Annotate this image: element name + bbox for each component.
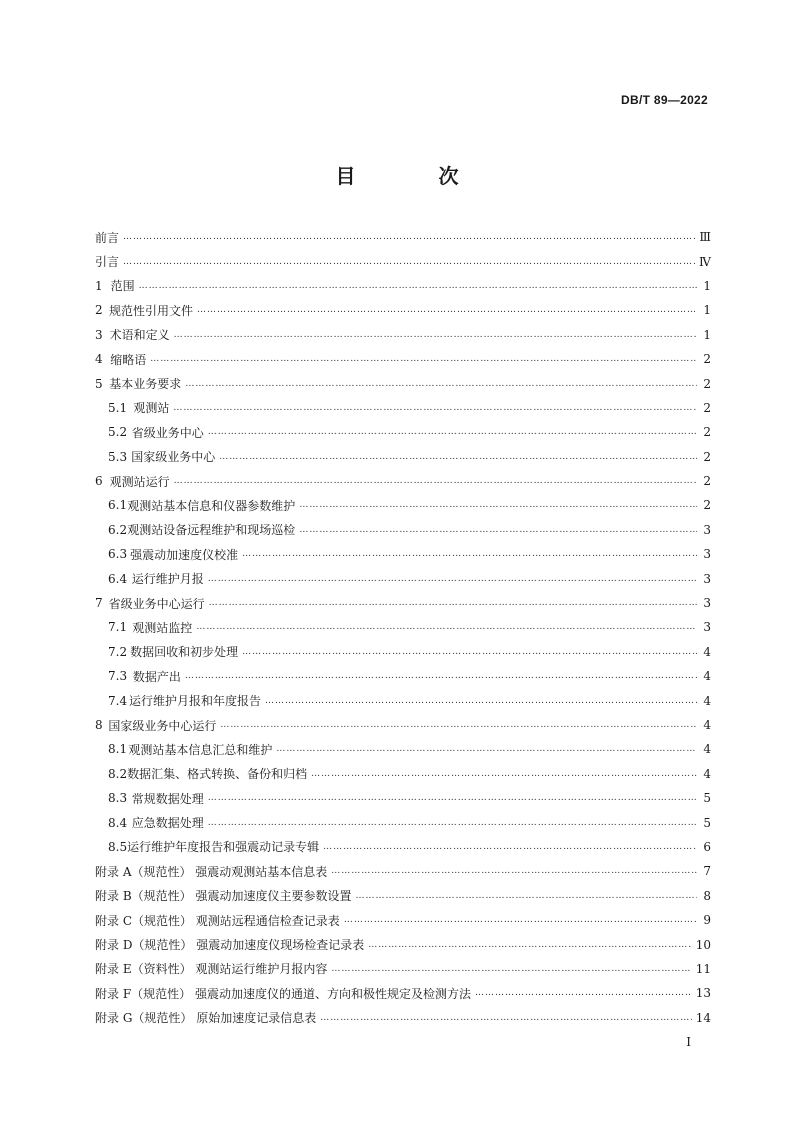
toc-entry-title: 附录 D（规范性） 强震动加速度仪现场检查记录表 <box>95 938 365 953</box>
toc-entry-number: 7.2 <box>108 644 128 659</box>
toc-entry-page: 1 <box>703 303 711 318</box>
toc-entry-number: 6.3 <box>108 547 128 562</box>
dot-leader <box>185 671 697 681</box>
dot-leader <box>475 988 692 998</box>
page-number: I <box>686 1035 691 1049</box>
toc-entry-number: 5.3 <box>108 449 128 464</box>
toc-entry-number: 7.1 <box>108 620 128 635</box>
toc-entry-title: 省级业务中心运行 <box>108 596 205 611</box>
toc-entry[interactable] <box>95 762 711 786</box>
dot-leader <box>196 622 697 632</box>
toc-entry-title: 观测站 <box>133 401 170 416</box>
toc-entry[interactable] <box>95 298 711 322</box>
toc-entry-page: 9 <box>703 913 711 928</box>
dot-leader <box>173 403 697 413</box>
toc-entry-page: Ⅳ <box>699 254 711 269</box>
toc-entry-page: 4 <box>703 669 711 684</box>
toc-entry-number: 8.3 <box>108 791 128 806</box>
toc-entry-title: 附录 A（规范性） 强震动观测站基本信息表 <box>95 864 328 879</box>
dot-leader <box>220 720 697 730</box>
toc-entry-number: 5 <box>95 376 103 391</box>
toc-entry-page: 4 <box>703 718 711 732</box>
dot-leader <box>197 305 697 315</box>
toc-entry-number: 5.1 <box>108 400 128 415</box>
toc-entry-page: 14 <box>695 1010 711 1025</box>
dot-leader <box>355 891 697 901</box>
toc-entry-page: 2 <box>703 425 711 440</box>
dot-leader <box>185 379 697 389</box>
toc-entry-page: 5 <box>703 791 711 806</box>
dot-leader <box>331 964 691 974</box>
dot-leader <box>208 793 697 803</box>
toc-entry[interactable] <box>95 396 711 420</box>
toc-entry-title: 数据汇集、格式转换、备份和归档 <box>127 767 308 782</box>
dot-leader <box>209 598 697 608</box>
toc-entry-title: 基本业务要求 <box>109 377 182 392</box>
toc-entry-number: 7 <box>95 596 103 611</box>
toc-entry[interactable] <box>95 664 711 688</box>
toc-entry-page: 2 <box>703 376 711 391</box>
toc-entry-title: 引言 <box>95 255 120 270</box>
dot-leader <box>123 232 695 242</box>
toc-entry-page: 11 <box>695 961 711 976</box>
dot-leader <box>265 696 697 706</box>
toc-entry[interactable] <box>95 445 711 469</box>
toc-entry-title: 数据产出 <box>132 669 181 684</box>
toc-entry-page: 2 <box>703 498 711 513</box>
toc-entry-number: 6.1 <box>108 498 128 513</box>
toc-entry-title: 附录 G（规范性） 原始加速度记录信息表 <box>95 1011 317 1026</box>
dot-leader <box>276 744 697 754</box>
toc-entry[interactable] <box>95 786 711 810</box>
toc-entry-title: 缩略语 <box>110 352 147 367</box>
toc-entry-page: 4 <box>703 644 711 659</box>
dot-leader <box>331 866 697 876</box>
toc-entry-page: 10 <box>695 937 711 952</box>
toc-entry[interactable] <box>95 591 711 615</box>
toc-entry[interactable] <box>95 274 711 298</box>
toc-entry-number: 8 <box>95 718 103 732</box>
toc-entry-number: 6 <box>95 474 103 489</box>
dot-leader <box>208 427 697 437</box>
toc-entry-page: 3 <box>703 571 711 586</box>
toc-entry[interactable] <box>95 1006 711 1030</box>
toc-entry[interactable] <box>95 566 711 590</box>
dot-leader <box>139 281 697 291</box>
toc-entry[interactable] <box>95 957 711 981</box>
toc-entry-page: 2 <box>703 474 711 489</box>
toc-entry[interactable] <box>95 713 711 737</box>
toc-entry-number: 3 <box>95 327 103 342</box>
toc-entry-title: 观测站运行 <box>109 474 170 489</box>
dot-leader <box>242 549 697 559</box>
toc-entry[interactable] <box>95 688 711 712</box>
toc-entry[interactable] <box>95 835 711 859</box>
dot-leader <box>299 525 697 535</box>
toc-entry-title: 观测站设备远程维护和现场巡检 <box>127 523 296 538</box>
dot-leader <box>311 769 697 779</box>
toc-entry-page: 1 <box>703 278 711 293</box>
toc-entry[interactable] <box>95 810 711 834</box>
toc-entry-page: 3 <box>703 522 711 537</box>
dot-leader <box>174 476 697 486</box>
toc-entry-title: 国家级业务中心运行 <box>108 718 217 733</box>
toc-entry-title: 观测站基本信息汇总和维护 <box>128 742 273 757</box>
dot-leader <box>123 257 695 267</box>
toc-entry[interactable] <box>95 225 711 249</box>
toc-entry-title: 应急数据处理 <box>131 816 204 831</box>
dot-leader <box>208 574 697 584</box>
toc-entry[interactable] <box>95 981 711 1005</box>
toc-entry-page: 1 <box>703 327 711 342</box>
toc-entry-number: 8.4 <box>108 815 128 830</box>
dot-leader <box>299 500 697 510</box>
toc-entry-title: 省级业务中心 <box>131 425 204 440</box>
toc-entry-page: 3 <box>703 547 711 562</box>
page-title: 目 次 <box>335 164 497 188</box>
toc-entry-page: 3 <box>703 596 711 611</box>
toc-entry[interactable] <box>95 469 711 493</box>
toc-entry-page: 4 <box>703 693 711 708</box>
toc-entry[interactable] <box>95 518 711 542</box>
dot-leader <box>320 1013 692 1023</box>
toc-entry[interactable] <box>95 859 711 883</box>
toc-entry-title: 附录 E（资料性） 观测站运行维护月报内容 <box>95 962 328 977</box>
toc-entry[interactable] <box>95 493 711 517</box>
dot-leader <box>344 915 697 925</box>
toc-entry[interactable] <box>95 908 711 932</box>
toc-entry[interactable] <box>95 420 711 444</box>
toc-entry-title: 强震动加速度仪校准 <box>130 547 239 562</box>
toc-entry[interactable] <box>95 371 711 395</box>
toc-entry-page: 2 <box>703 352 711 367</box>
toc-entry-page: 4 <box>703 742 711 757</box>
toc-entry-page: 2 <box>703 449 711 464</box>
table-of-contents <box>95 225 711 1030</box>
toc-entry-number: 5.2 <box>108 425 128 440</box>
toc-entry-title: 观测站监控 <box>132 620 193 635</box>
toc-entry-number: 7.4 <box>108 693 128 708</box>
toc-entry-title: 术语和定义 <box>109 328 170 343</box>
toc-entry-title: 数据回收和初步处理 <box>130 645 239 660</box>
toc-entry-title: 范围 <box>110 279 135 294</box>
toc-entry-title: 运行维护月报和年度报告 <box>128 694 261 709</box>
dot-leader <box>150 354 697 364</box>
toc-entry-title: 附录 B（规范性） 强震动加速度仪主要参数设置 <box>95 889 352 904</box>
toc-entry-page: 6 <box>703 839 711 854</box>
toc-entry-page: Ⅲ <box>699 230 711 245</box>
toc-entry-number: 8.5 <box>108 839 128 854</box>
toc-entry-page: 3 <box>703 620 711 635</box>
toc-entry[interactable] <box>95 615 711 639</box>
toc-entry-title: 常规数据处理 <box>131 791 204 806</box>
toc-entry-title: 附录 F（规范性） 强震动加速度仪的通道、方向和极性规定及检测方法 <box>95 986 471 1001</box>
toc-entry[interactable] <box>95 249 711 273</box>
toc-entry-title: 前言 <box>95 230 120 245</box>
toc-entry-number: 8.1 <box>108 742 128 757</box>
toc-entry-number: 6.2 <box>108 522 128 537</box>
toc-entry-page: 2 <box>703 400 711 415</box>
dot-leader <box>208 818 697 828</box>
toc-entry-page: 13 <box>695 986 711 1001</box>
toc-entry[interactable] <box>95 932 711 956</box>
dot-leader <box>219 452 697 462</box>
toc-entry[interactable] <box>95 323 711 347</box>
toc-entry[interactable] <box>95 542 711 566</box>
toc-entry-number: 8.2 <box>108 766 128 781</box>
toc-entry-title: 运行维护月报 <box>131 572 204 587</box>
dot-leader <box>242 647 697 657</box>
toc-entry[interactable] <box>95 347 711 371</box>
toc-entry-page: 7 <box>703 864 711 879</box>
toc-entry-page: 8 <box>703 888 711 903</box>
toc-entry-number: 1 <box>95 278 103 293</box>
dot-leader <box>323 842 697 852</box>
toc-entry-title: 附录 C（规范性） 观测站远程通信检查记录表 <box>95 913 340 928</box>
toc-entry-title: 国家级业务中心 <box>131 450 216 465</box>
toc-entry[interactable] <box>95 640 711 664</box>
toc-entry[interactable] <box>95 737 711 761</box>
toc-entry-title: 规范性引用文件 <box>108 303 193 318</box>
toc-entry-number: 6.4 <box>108 571 128 586</box>
toc-entry-title: 观测站基本信息和仪器参数维护 <box>127 498 296 513</box>
toc-entry-page: 4 <box>703 766 711 781</box>
toc-entry-title: 运行维护年度报告和强震动记录专辑 <box>127 840 320 855</box>
standard-code: DB/T 89—2022 <box>621 93 708 107</box>
dot-leader <box>368 940 691 950</box>
toc-entry-number: 4 <box>95 352 103 367</box>
toc-entry-number: 2 <box>95 303 103 318</box>
toc-entry-page: 5 <box>703 815 711 830</box>
toc-entry-number: 7.3 <box>108 669 128 684</box>
dot-leader <box>174 330 697 340</box>
toc-entry[interactable] <box>95 884 711 908</box>
